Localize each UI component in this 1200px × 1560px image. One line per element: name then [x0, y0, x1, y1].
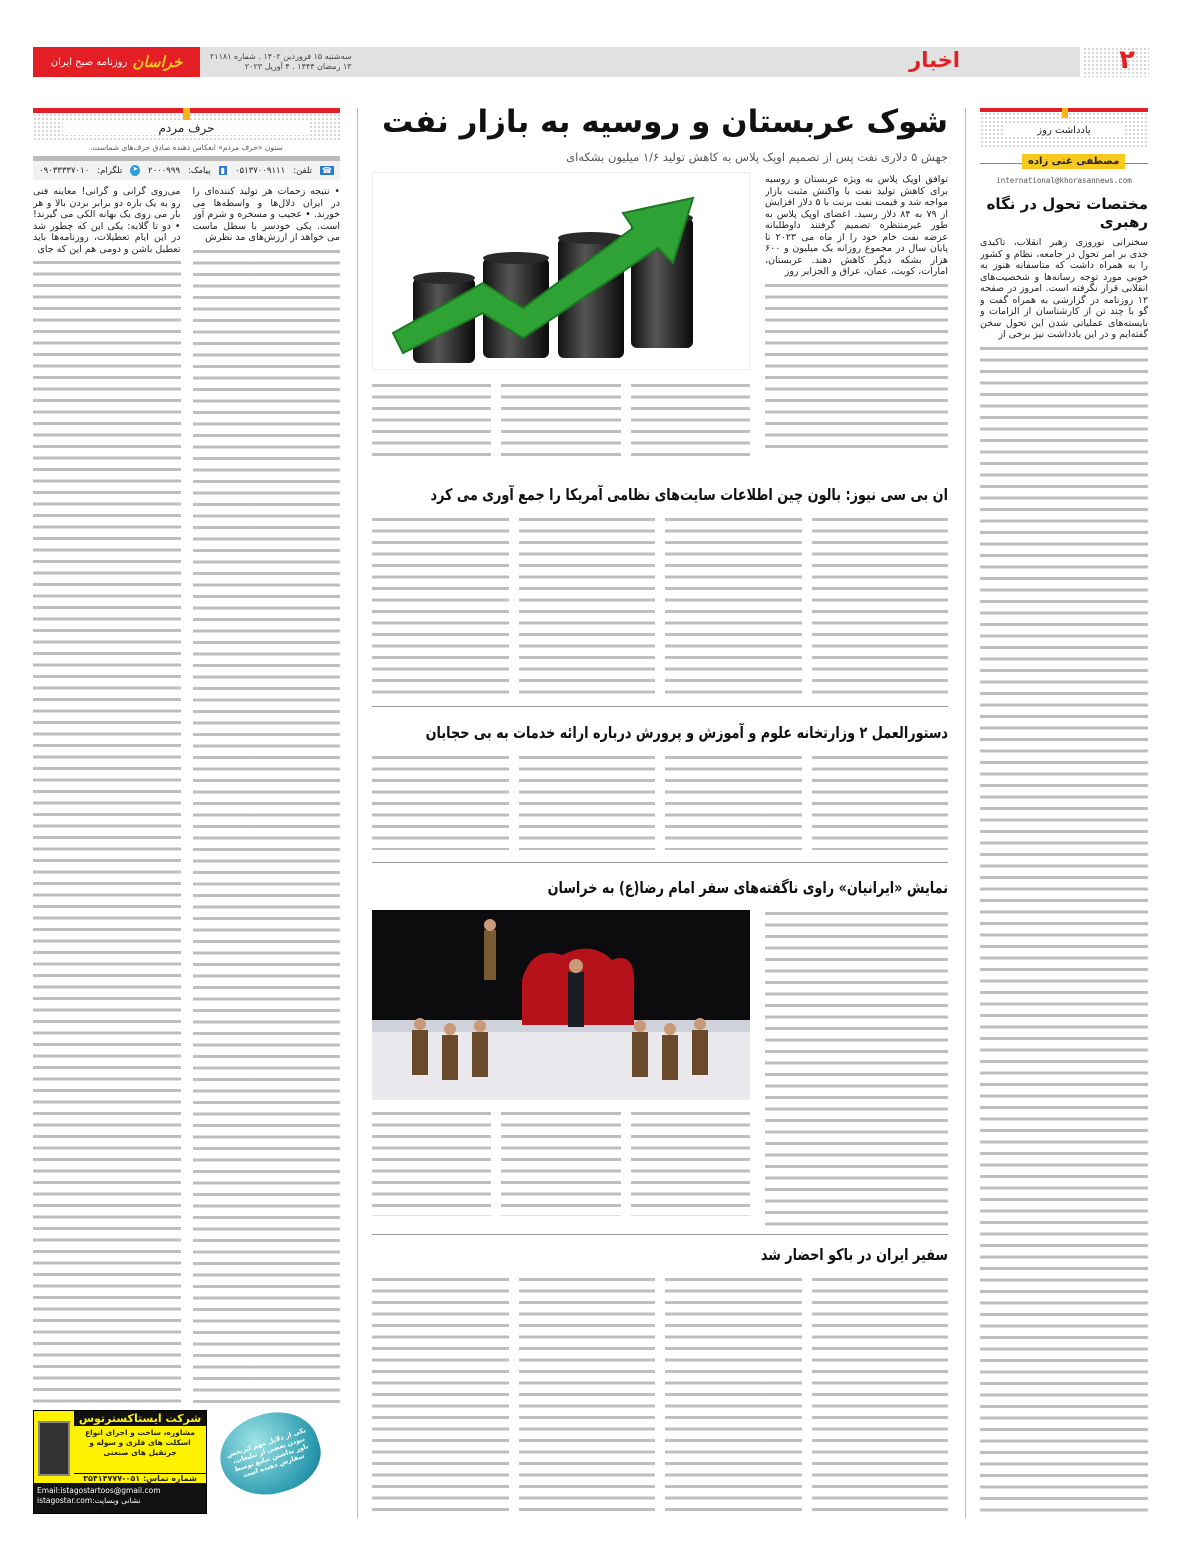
sms-label: پیامک: — [188, 165, 211, 176]
editorial-body-text — [980, 343, 1148, 1519]
editorial-email: international@khorasannews.com — [996, 176, 1132, 185]
main-headline: شوک عربستان و روسیه به بازار نفت — [382, 104, 948, 140]
istagostar-ad[interactable]: شرکت ایستاکسترتوس مشاوره، ساخت و اجرای انواع اسکلت های فلزی و سوله و جرثقیل های صنعتی شماره تماس: ۰۵۱-۳۵۴۱۴۷۷۷ Email:istagostartoos@gmail.com istagostar.com:نشانی وبسایت — [33, 1410, 207, 1514]
newspaper-logo — [33, 47, 200, 77]
people-subtitle: ستون «حرف مردم» انعکاس دهنده صادق حرف‌های شماست. — [90, 143, 283, 152]
story-oil-column-3 — [501, 378, 620, 456]
telegram-number: ۰۹۰۳۳۳۳۷۰۱۰ — [39, 165, 90, 176]
phone-icon: ☎ — [322, 166, 332, 175]
sms-number: ۲۰۰۰۹۹۹ — [148, 165, 181, 176]
story-balloon-column — [812, 512, 949, 698]
logo-name: خراسان — [132, 53, 183, 71]
date-line-1: سه‌شنبه ۱۵ فروردین ۱۴۰۲ . شماره ۲۱۱۸۱ — [210, 52, 352, 61]
editorial-lead: سخنرانی نوروزی رهبر انقلاب، تاکیدی جدی بر امر تحول در جامعه، نظام و کشور را به همراه داشت که متاسفانه هنوز به خوبی مورد توجه رسانه‌ها و شخصیت‌های انقلابی قرار نگرفته است. امروز در صفحه ۱۲ روزنامه در گزارشی به همراه گفت و گو با چند تن از کارشناسان از الزامات و بایسته‌های عملیاتی شدن این تحول سخن گفته‌ایم و در این یادداشت نیز برخی از — [980, 237, 1148, 340]
story-baku-column — [519, 1272, 656, 1512]
story-hijab-column — [812, 750, 949, 850]
story-baku-column — [812, 1272, 949, 1512]
people-column — [33, 108, 340, 1404]
story-balloon-column — [519, 512, 656, 698]
story-oil-column-1 — [765, 174, 948, 456]
story-hijab-column — [665, 750, 802, 850]
sms-icon: ▮ — [220, 166, 225, 175]
advertising-tip-bubble: یکی از دلایل مهم اثربخش نبودن بعضی از تبلیغات، باور نداشتن تبلیغ توسط سفارش دهنده است — [210, 1401, 330, 1508]
story-hijab-column — [372, 750, 509, 850]
story-hijab-headline: دستورالعمل ۲ وزارتخانه علوم و آموزش و پرورش درباره ارائه خدمات به بی حجابان — [425, 723, 948, 742]
story-balloon-headline: ان بی سی نیوز: بالون چین اطلاعات سایت‌های نظامی آمریکا را جمع آوری می کرد — [430, 485, 948, 504]
editorial-author: مصطفی غنی زاده — [1022, 154, 1125, 169]
page-number-box — [1083, 47, 1149, 77]
story-oil-lead: توافق اوپک پلاس به ویژه عربستان و روسیه برای کاهش تولید نفت با واکنش مثبت بازار مواجه شد و قیمت نفت برنت با ۵ دلار افزایش از ۷۹ به ۸۴ دلار رسید. اعضای اوپک پلاس به طور غیرمنتظره تصمیم گرفتند داوطلبانه عرضه نفت خام خود را از ماه می ۲۰۲۳ تا پایان سال در مجموع روزانه یک میلیون و ۶۰۰ هزار بشکه دیگر کاهش دهند. عربستان، امارات، کویت، عمان، عراق و الجزایر روز — [765, 174, 948, 277]
oil-barrels-image — [372, 172, 750, 370]
story-theater-column — [631, 1106, 750, 1216]
people-messages-column: • نتیجه زحمات هر تولید کننده‌ای را در ایران دلال‌ها و واسطه‌ها می خورند. • عجیب و مسخره و شرم آور است. یکی خودسر با سطل ماست می خواهد از ارزش‌های مد نظرش — [193, 186, 341, 1404]
theater-stage-photo — [372, 910, 750, 1100]
story-baku-column — [372, 1272, 509, 1512]
section-title: اخبار — [909, 48, 960, 72]
story-theater-column-1 — [765, 906, 948, 1228]
story-balloon-column — [372, 512, 509, 698]
people-contact-bar — [33, 161, 340, 180]
logo-tagline: روزنامه صبح ایران — [50, 56, 128, 68]
story-baku-headline: سفیر ایران در باکو احضار شد — [760, 1245, 948, 1264]
story-hijab-column — [519, 750, 656, 850]
page-number: ۲ — [1119, 45, 1135, 75]
telegram-label: تلگرام: — [97, 165, 123, 176]
story-theater-column — [372, 1106, 491, 1216]
ad-logo-icon — [38, 1421, 70, 1476]
phone-number: ۰۵۱۳۷۰۰۹۱۱۱ — [234, 165, 286, 176]
editorial-box-title: یادداشت روز — [1005, 125, 1123, 136]
main-subtitle: جهش ۵ دلاری نفت پس از تصمیم اوپک پلاس به کاهش تولید ۱/۶ میلیون بشکه‌ای — [566, 150, 948, 164]
editorial-column — [980, 108, 1148, 1518]
story-oil-column-2 — [631, 378, 750, 456]
story-theater-column — [501, 1106, 620, 1216]
story-oil-column-4 — [372, 378, 491, 456]
people-title: حرف مردم — [63, 121, 310, 135]
date-line-2: ۱۳ رمضان ۱۴۴۴ . ۴ آوریل ۲۰۲۳ — [244, 62, 352, 71]
ad-company: شرکت ایستاکسترتوس — [74, 1411, 206, 1426]
story-theater-headline: نمایش «ایرانیان» راوی ناگفته‌های سفر امام رضا(ع) به خراسان — [547, 878, 948, 897]
editorial-box-header — [980, 108, 1148, 148]
story-baku-column — [665, 1272, 802, 1512]
phone-label: تلفن: — [293, 165, 313, 176]
telegram-icon: ➤ — [130, 165, 140, 176]
people-messages-column: می‌روی گرانی و گرانی! معاینه فنی رو به یک باره دو برابر بردن بالا و هر بار می روی یک بهانه الکی می گیرند! • دو تا گلایه: یکی این که چطور شد در این ایام تعطیلات، روزنامه‌ها باید تعطیل باشن و دومی هم این که جای — [33, 186, 181, 1404]
editorial-title: مختصات تحول در نگاه رهبری — [986, 195, 1148, 231]
header-bar — [200, 47, 1080, 77]
story-balloon-column — [665, 512, 802, 698]
